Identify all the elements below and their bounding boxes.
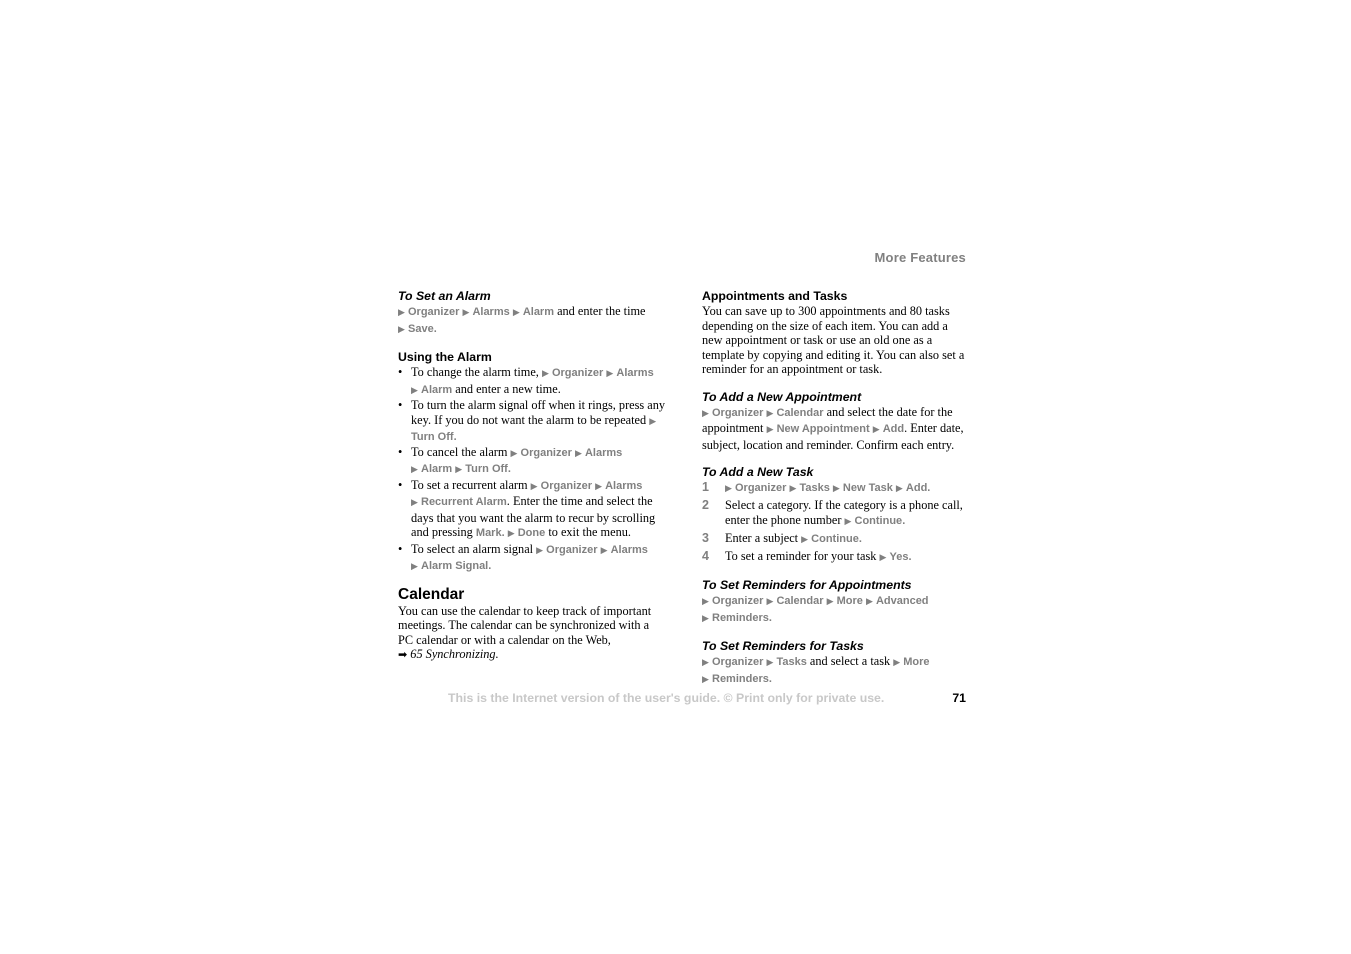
menu-item: Alarms: [472, 306, 510, 318]
appointments-section: [702, 288, 970, 377]
arrow-icon: ▶: [512, 308, 520, 318]
arrow-icon: ▶: [411, 465, 418, 475]
body-text: To set a recurrent alarm: [411, 477, 528, 492]
arrow-icon: ▶: [872, 425, 880, 435]
body-text: and select a task: [809, 654, 891, 668]
arrow-icon: ▶: [398, 324, 405, 335]
arrow-icon: ▶: [600, 545, 608, 556]
menu-item: Yes: [889, 550, 909, 563]
reminders-tasks-section: [702, 638, 970, 687]
list-item: [702, 498, 970, 529]
cross-reference-link[interactable]: [398, 647, 496, 661]
menu-item: Done: [517, 527, 546, 539]
add-appointment-section: [702, 389, 970, 453]
menu-item: Alarms: [610, 543, 648, 556]
body-text: To cancel the alarm: [411, 444, 508, 459]
menu-item: More: [836, 595, 863, 607]
menu-item: Tasks: [776, 656, 807, 668]
menu-item: Continue: [854, 514, 903, 527]
arrow-icon: ▶: [510, 448, 518, 459]
body-text: Select a category. If the category is a phone call, enter the phone number: [725, 498, 963, 527]
arrow-icon: ▶: [398, 308, 405, 318]
arrow-icon: ▶: [702, 674, 709, 685]
using-alarm-section: [398, 349, 666, 575]
reminders-appointments-text: [702, 593, 970, 626]
menu-item: Organizer: [540, 479, 593, 492]
footer-notice: This is the Internet version of the user's guide. © Print only for private use.: [448, 691, 885, 705]
add-appointment-heading: To Add a New Appointment: [702, 389, 862, 404]
list-item: [702, 480, 970, 497]
using-alarm-list: [398, 365, 666, 575]
arrow-icon: ▶: [893, 658, 901, 668]
arrow-icon: ▶: [702, 658, 709, 668]
arrow-icon: ▶: [702, 613, 709, 624]
punctuation: .: [453, 431, 457, 443]
list-item: [702, 531, 970, 548]
list-item: [398, 365, 666, 398]
body-text: and enter a new time.: [455, 381, 561, 396]
menu-item: Organizer: [712, 656, 764, 668]
menu-item: Organizer: [408, 306, 460, 318]
menu-item: New Appointment: [776, 423, 870, 435]
step-number: 1: [702, 480, 709, 494]
list-item: [702, 549, 970, 566]
arrow-icon: ▶: [455, 465, 463, 475]
set-alarm-section: [398, 288, 666, 337]
arrow-icon: ▶: [879, 552, 887, 563]
calendar-text: [398, 604, 666, 663]
body-text: to exit the menu.: [548, 525, 631, 539]
punctuation: .: [768, 611, 772, 624]
menu-item: Turn Off: [411, 431, 454, 443]
punctuation: .: [507, 463, 511, 475]
running-header: More Features: [874, 250, 966, 265]
punctuation: .: [858, 532, 862, 545]
arrow-icon: ▶: [826, 597, 834, 607]
reminders-appointments-section: [702, 577, 970, 626]
body-text: To select an alarm signal: [411, 541, 534, 556]
body-text: . Enter date, subject, location and reminder. Confirm each entry.: [702, 421, 964, 452]
arrow-icon: ▶: [574, 448, 582, 459]
menu-item: Reminders: [712, 611, 769, 624]
body-text: . Enter the time and select the days that you want the alarm to recur by scrolling and pressing: [411, 494, 656, 539]
page-number: 71: [952, 691, 966, 705]
menu-item: Alarm Signal: [421, 560, 489, 572]
body-text: and enter the time: [557, 304, 646, 318]
menu-item: Alarm: [522, 306, 554, 318]
cross-reference-text: 65 Synchronizing: [410, 647, 496, 661]
menu-item: Save: [408, 322, 434, 335]
menu-item: Recurrent Alarm: [421, 496, 507, 508]
arrow-icon: ▶: [801, 534, 809, 545]
arrow-icon: ▶: [766, 408, 774, 419]
reminders-appointments-heading: To Set Reminders for Appointments: [702, 578, 912, 592]
menu-item: Alarm: [421, 463, 453, 475]
menu-item: Tasks: [799, 482, 830, 494]
add-appointment-text: [702, 405, 970, 453]
add-task-steps: [702, 480, 970, 565]
arrow-icon: ▶: [766, 597, 774, 607]
punctuation: .: [902, 514, 906, 527]
arrow-icon: ▶: [702, 408, 709, 419]
punctuation: .: [495, 647, 499, 661]
list-item: [398, 398, 666, 445]
menu-item: Organizer: [712, 406, 764, 419]
menu-item: Calendar: [776, 595, 824, 607]
right-column: [702, 288, 970, 699]
arrow-icon: ▶: [766, 658, 774, 668]
arrow-icon: ▶: [865, 597, 873, 607]
punctuation: .: [768, 672, 772, 685]
menu-item: Organizer: [546, 543, 598, 556]
using-alarm-heading: Using the Alarm: [398, 350, 492, 364]
arrow-icon: ▶: [832, 484, 840, 494]
punctuation: .: [908, 550, 912, 563]
body-text: To change the alarm time,: [411, 365, 539, 379]
set-alarm-heading: To Set an Alarm: [398, 289, 491, 303]
arrow-icon: ▶: [595, 481, 603, 492]
punctuation: .: [501, 527, 505, 539]
reminders-tasks-text: [702, 654, 970, 687]
arrow-icon: ▶: [536, 545, 544, 556]
left-column: [398, 288, 666, 675]
menu-item: Add: [882, 423, 905, 435]
add-task-heading: To Add a New Task: [702, 465, 814, 479]
menu-item: Organizer: [551, 367, 604, 379]
arrow-icon: ▶: [649, 416, 657, 427]
menu-item: Turn Off: [465, 463, 508, 475]
arrow-icon: ▶: [462, 308, 470, 318]
menu-item: Mark: [475, 527, 502, 539]
punctuation: .: [927, 482, 931, 494]
step-number: 2: [702, 498, 709, 512]
arrow-icon: ▶: [844, 516, 852, 527]
appointments-text: You can save up to 300 appointments and 80 tasks depending on the size of each item. You can add a new appointment or task or use an old one as a template by copying and editing it. You can also set a reminder for an appointment or task.: [702, 304, 965, 376]
step-number: 4: [702, 548, 709, 563]
menu-item: Organizer: [520, 446, 572, 459]
arrow-icon: ▶: [411, 498, 418, 508]
arrow-icon: ▶: [530, 481, 538, 492]
arrow-icon: ▶: [789, 484, 797, 494]
menu-item: More: [903, 656, 930, 668]
menu-item: Add: [905, 482, 928, 494]
punctuation: .: [433, 322, 437, 335]
list-item: [398, 542, 666, 575]
appointments-heading: Appointments and Tasks: [702, 289, 848, 303]
menu-item: New Task: [842, 482, 893, 494]
body-text: You can use the calendar to keep track of important meetings. The calendar can be synchronized with a PC calendar or with a calendar on the Web,: [398, 603, 652, 647]
menu-item: Alarms: [616, 367, 654, 379]
menu-item: Alarm: [421, 383, 453, 396]
menu-item: Alarms: [605, 479, 643, 492]
calendar-heading: Calendar: [398, 585, 465, 603]
body-text: and select the date for the appointment: [702, 404, 953, 435]
menu-item: Calendar: [776, 406, 824, 419]
arrow-icon: ▶: [507, 529, 515, 539]
set-alarm-text: [398, 304, 666, 337]
arrow-icon: ▶: [702, 597, 709, 607]
menu-item: Organizer: [712, 595, 764, 607]
arrow-icon: ▶: [606, 369, 614, 379]
list-item: [398, 445, 666, 478]
arrow-icon: ▶: [411, 385, 418, 396]
body-text: Enter a subject: [725, 530, 799, 545]
list-item: [398, 478, 666, 542]
arrow-icon: ▶: [895, 484, 903, 494]
reminders-tasks-heading: To Set Reminders for Tasks: [702, 639, 864, 653]
arrow-icon: ▶: [541, 369, 549, 379]
add-task-section: [702, 464, 970, 565]
step-number: 3: [702, 530, 709, 545]
menu-item: Advanced: [875, 595, 929, 607]
menu-item: Reminders: [712, 672, 769, 685]
menu-item: Continue: [811, 532, 859, 545]
body-text: To set a reminder for your task: [725, 548, 877, 563]
arrow-icon: ▶: [725, 484, 732, 494]
punctuation: .: [488, 560, 492, 572]
arrow-icon: ▶: [411, 562, 418, 572]
right-arrow-icon: ➡: [398, 648, 408, 661]
menu-item: Alarms: [584, 446, 623, 459]
arrow-icon: ▶: [766, 425, 774, 435]
body-text: To turn the alarm signal off when it rings, press any key. If you do not want the alarm to be repeated: [411, 398, 666, 427]
calendar-section: [398, 585, 666, 663]
menu-item: Organizer: [735, 482, 787, 494]
